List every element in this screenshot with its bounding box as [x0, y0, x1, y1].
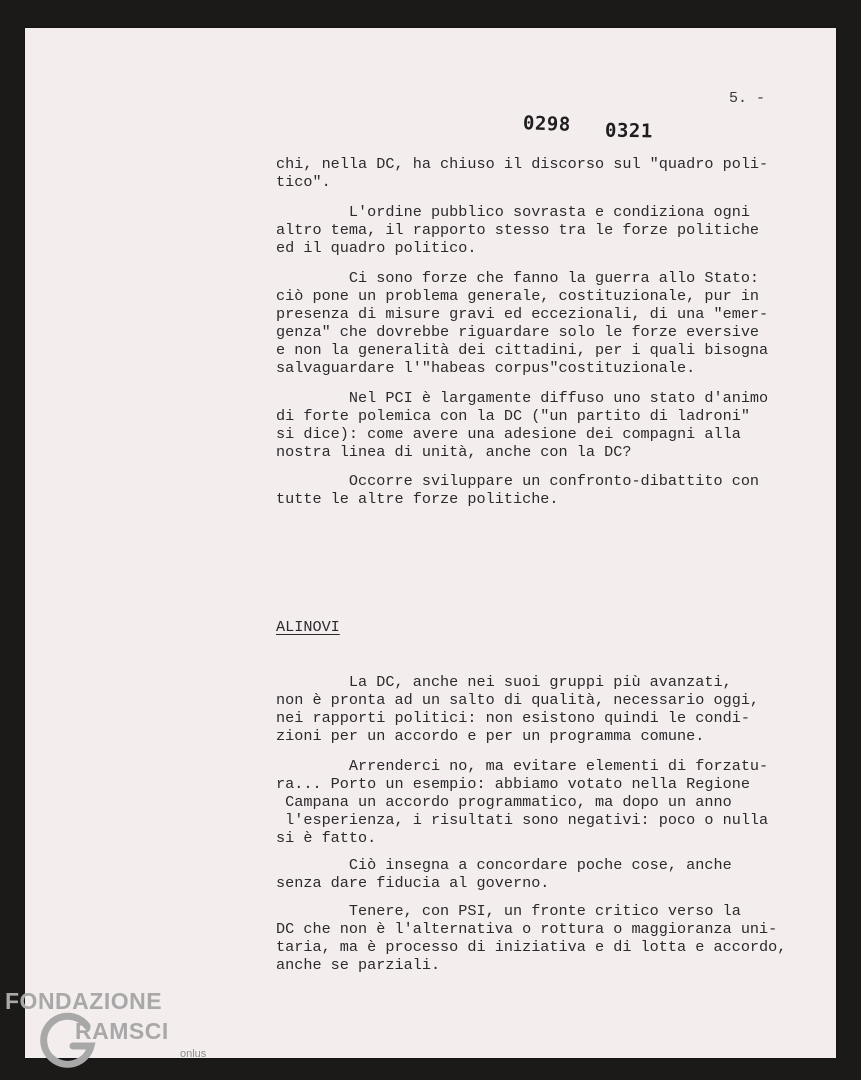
paragraph: Tenere, con PSI, un fronte critico verso la DC che non è l'alternativa o rottura o maggioranza uni- taria, ma è processo di iniziativa e di lotta e accordo, anche se parziali. [276, 902, 787, 974]
paragraph: chi, nella DC, ha chiuso il discorso sul "quadro poli- tico". [276, 155, 769, 191]
paragraph: Ci sono forze che fanno la guerra allo Stato: ciò pone un problema generale, costituzionale, pur in presenza di misure gravi ed eccezionali, di una "emer- genza" che dovrebbe riguardare solo le forze eversive e non la generalità dei cittadini, per i quali bisogna salvaguardare l'"habeas corpus"costituzionale. [276, 269, 769, 377]
watermark-line1: FONDAZIONE [5, 988, 163, 1014]
archive-stamp-left: 0298 [522, 112, 572, 136]
paragraph: Arrenderci no, ma evitare elementi di forzatu- ra... Porto un esempio: abbiamo votato nella Regione Campana un accordo programmatico, ma dopo un anno l'esperienza, i risultati sono negativi: poco o nulla si è fatto. [276, 757, 769, 847]
paragraph: Ciò insegna a concordare poche cose, anche senza dare fiducia al governo. [276, 856, 732, 892]
paragraph: La DC, anche nei suoi gruppi più avanzati, non è pronta ad un salto di qualità, necessario oggi, nei rapporti politici: non esistono quindi le condi- zioni per un accordo e per un programma comune. [276, 673, 760, 745]
paragraph: L'ordine pubblico sovrasta e condiziona ogni altro tema, il rapporto stesso tra le forze politiche ed il quadro politico. [276, 203, 760, 257]
paragraph: Nel PCI è largamente diffuso uno stato d'animo di forte polemica con la DC ("un partito di ladroni" si dice): come avere una adesione dei compagni alla nostra linea di unità, anche con la DC? [276, 389, 769, 461]
speaker-heading: ALINOVI [276, 618, 340, 636]
archive-stamp-right: 0321 [604, 119, 653, 143]
watermark-suffix: onlus [180, 1048, 207, 1060]
watermark-line2: RAMSCI [75, 1018, 169, 1044]
paragraph: Occorre sviluppare un confronto-dibattito con tutte le altre forze politiche. [276, 472, 760, 508]
fondazione-gramsci-watermark [5, 988, 220, 1076]
page-number: 5. - [729, 90, 766, 107]
